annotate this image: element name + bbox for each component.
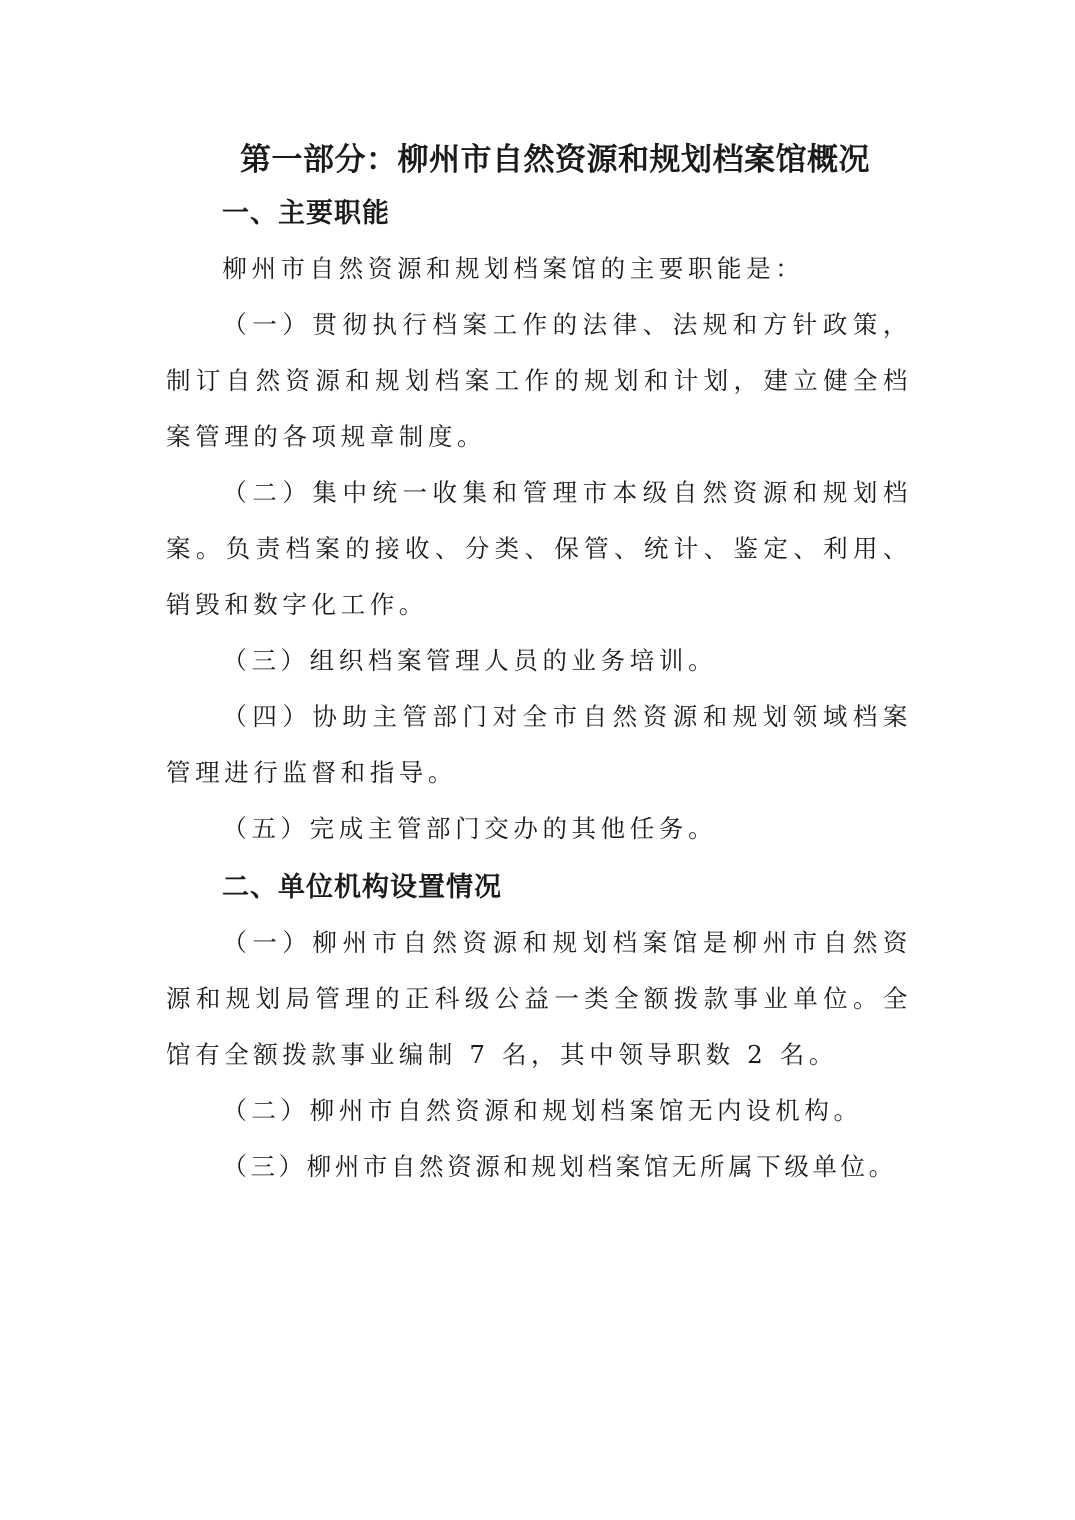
paragraph-organization-2: （二）柳州市自然资源和规划档案馆无内设机构。 (222, 1096, 863, 1125)
paragraph-organization-1: （一）柳州市自然资源和规划档案馆是柳州市自然资源和规划局管理的正科级公益一类全额拨款事业单位。全馆有全额拨款事业编制 7 名，其中领导职数 2 名。 (166, 928, 912, 1069)
paragraph-function-4: （四）协助主管部门对全市自然资源和规划领域档案管理进行监督和指导。 (166, 702, 912, 787)
paragraph-function-1: （一）贯彻执行档案工作的法律、法规和方针政策，制订自然资源和规划档案工作的规划和计划，建立健全档案管理的各项规章制度。 (166, 310, 912, 451)
paragraph-function-5: （五）完成主管部门交办的其他任务。 (222, 814, 718, 843)
section-heading-main-functions: 一、主要职能 (222, 198, 390, 229)
paragraph-function-2: （二）集中统一收集和管理市本级自然资源和规划档案。负责档案的接收、分类、保管、统计、鉴定、利用、销毁和数字化工作。 (166, 478, 912, 619)
document-title: 第一部分：柳州市自然资源和规划档案馆概况 (240, 142, 870, 178)
paragraph-functions-intro: 柳州市自然资源和规划档案馆的主要职能是： (222, 254, 805, 283)
paragraph-organization-3: （三）柳州市自然资源和规划档案馆无所属下级单位。 (222, 1152, 897, 1181)
section-heading-organization: 二、单位机构设置情况 (222, 872, 502, 903)
paragraph-function-3: （三）组织档案管理人员的业务培训。 (222, 646, 718, 675)
